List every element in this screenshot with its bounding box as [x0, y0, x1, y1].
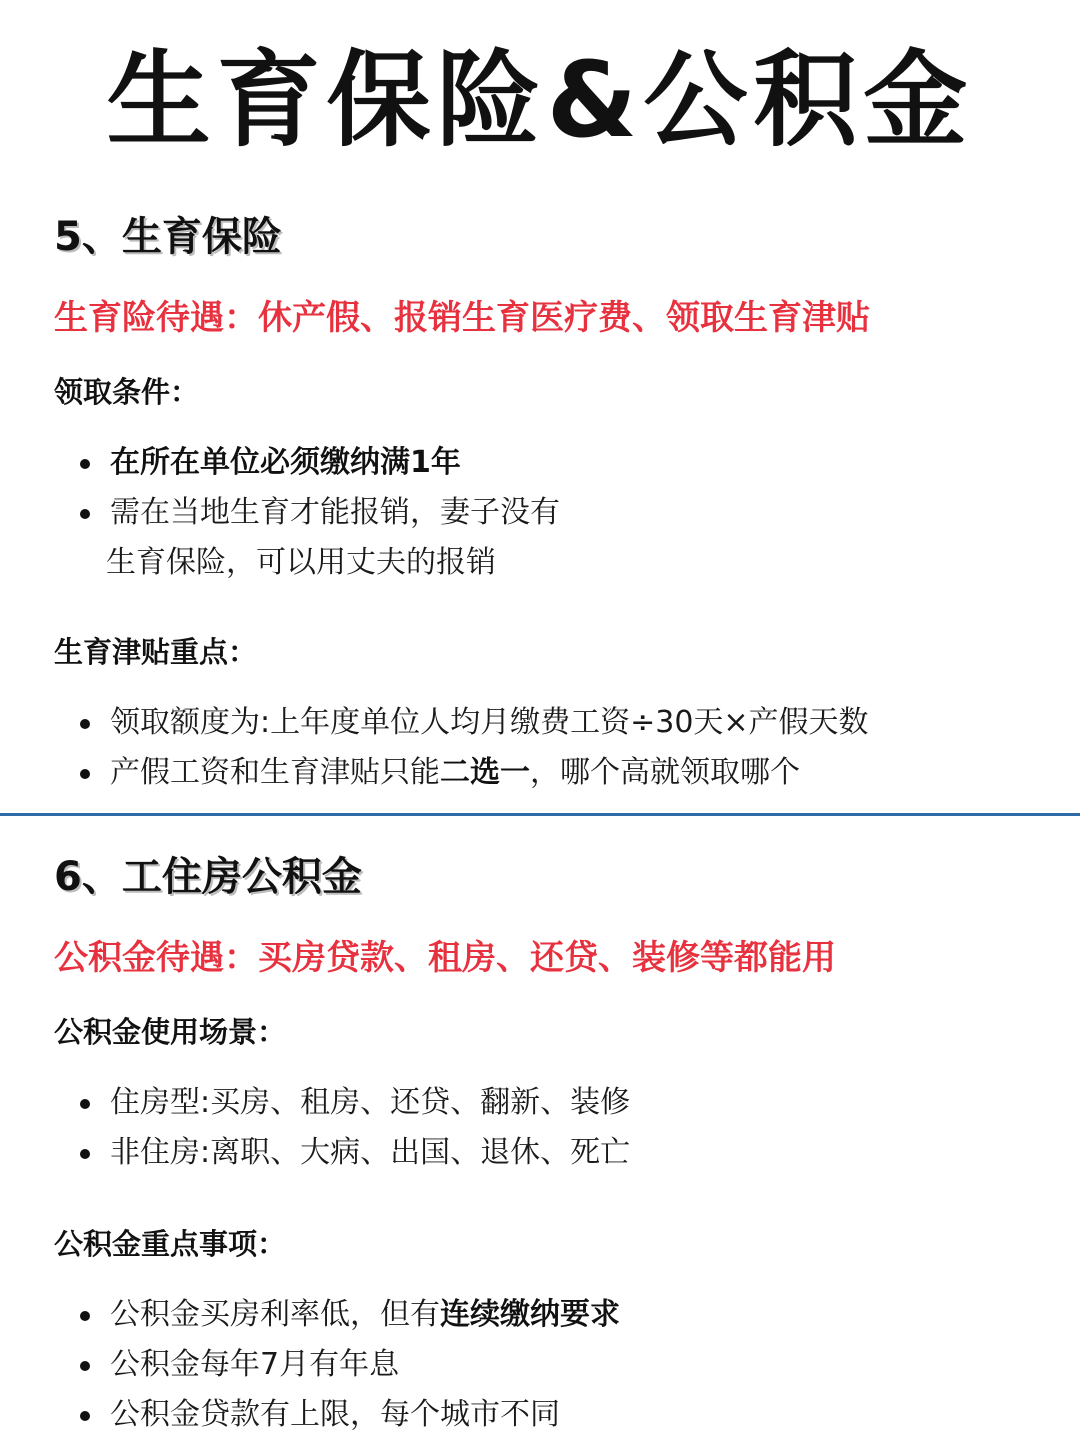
section-heading-housing-fund: 6、工住房公积金	[54, 854, 362, 900]
scene-text: 非住房:离职、大病、出国、退休、死亡	[110, 1135, 631, 1170]
bullet-icon	[80, 459, 90, 469]
allowance-text-emphasis: 二选一	[440, 755, 530, 790]
conditions-subheading: 领取条件：	[54, 375, 200, 409]
allowance-text: 产假工资和生育津贴只能	[110, 755, 440, 790]
bullet-icon	[80, 1149, 90, 1159]
list-item	[54, 488, 1034, 588]
scene-text: 住房型:买房、租房、还贷、翻新、装修	[110, 1085, 631, 1120]
bullet-icon	[80, 719, 90, 729]
note-text: 公积金每年7月有年息	[110, 1347, 400, 1382]
scenes-list	[54, 1078, 1034, 1178]
housing-fund-benefit-line: 公积金待遇：买房贷款、租房、还贷、装修等都能用	[54, 938, 836, 978]
section-divider	[0, 813, 1080, 816]
list-item	[54, 438, 1034, 488]
notes-list	[54, 1290, 1034, 1440]
list-item	[54, 1078, 1034, 1128]
page-title: 生育保险&公积金	[106, 39, 974, 161]
housing-fund-section	[54, 848, 1034, 1440]
note-text: 公积金贷款有上限，每个城市不同	[110, 1397, 560, 1432]
bullet-icon	[80, 1099, 90, 1109]
note-text: 公积金买房利率低，但有	[110, 1297, 440, 1332]
list-item	[54, 698, 1034, 748]
notes-subheading: 公积金重点事项：	[54, 1227, 287, 1261]
allowance-text: ，哪个高就领取哪个	[530, 755, 800, 790]
list-item	[54, 1340, 1034, 1390]
condition-text: 需在当地生育才能报销，妻子没有	[110, 495, 560, 530]
bullet-icon	[80, 769, 90, 779]
maternity-benefit-line: 生育险待遇：休产假、报销生育医疗费、领取生育津贴	[54, 298, 870, 338]
bullet-icon	[80, 1361, 90, 1371]
list-item	[54, 1390, 1034, 1440]
allowance-list	[54, 698, 1034, 798]
list-item	[54, 1128, 1034, 1178]
bullet-icon	[80, 1411, 90, 1421]
list-item	[54, 748, 1034, 798]
allowance-subheading: 生育津贴重点：	[54, 635, 258, 669]
conditions-list	[54, 438, 1034, 588]
bullet-icon	[80, 1311, 90, 1321]
allowance-text: 领取额度为:上年度单位人均月缴费工资÷30天×产假天数	[110, 705, 869, 740]
maternity-insurance-section	[54, 208, 1034, 798]
section-heading-maternity: 5、生育保险	[54, 214, 282, 260]
bullet-icon	[80, 509, 90, 519]
condition-text-continued: 生育保险，可以用丈夫的报销	[106, 545, 496, 580]
note-text-emphasis: 连续缴纳要求	[440, 1297, 620, 1332]
scenes-subheading: 公积金使用场景：	[54, 1015, 287, 1049]
condition-text: 在所在单位必须缴纳满1年	[110, 445, 461, 480]
list-item	[54, 1290, 1034, 1340]
